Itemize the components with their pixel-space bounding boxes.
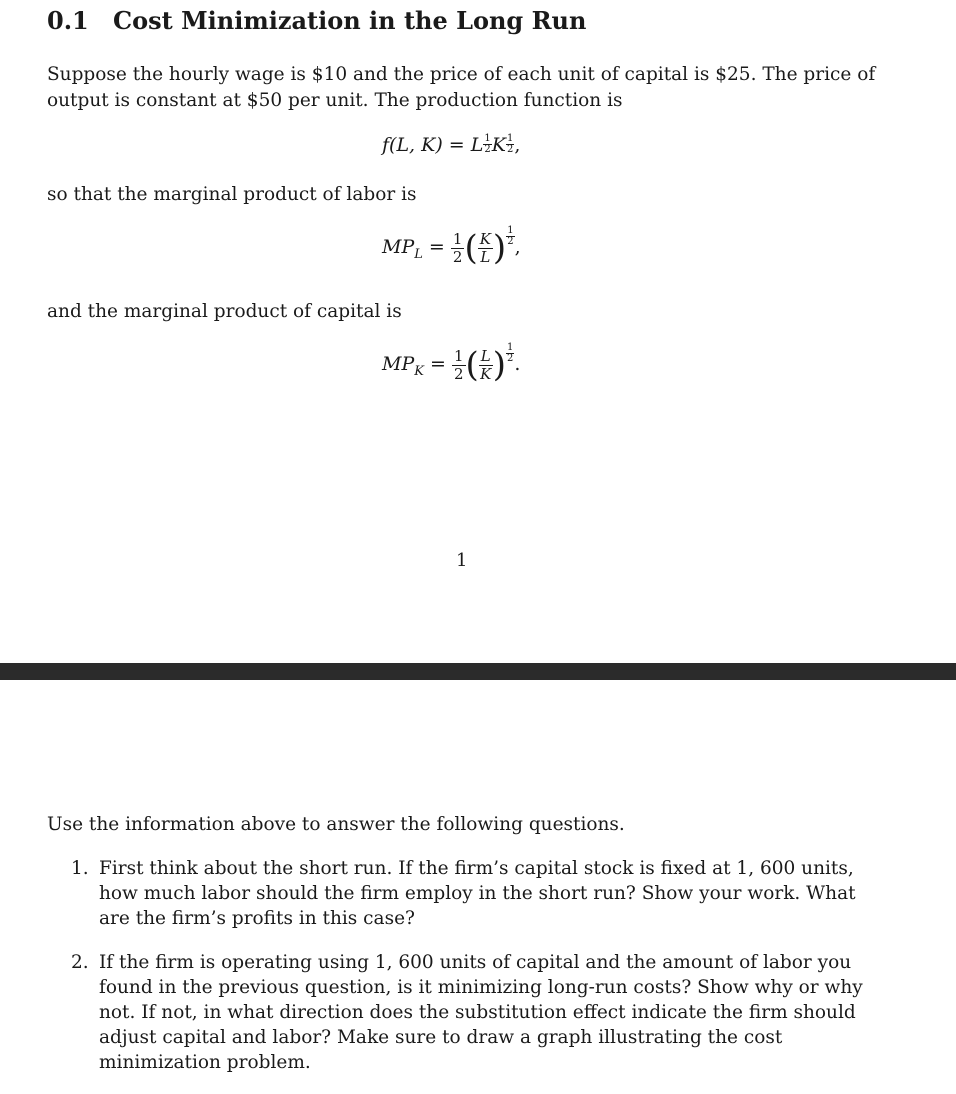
question-item [47,950,887,1075]
eq-mpk-ratio-num: L [480,346,491,365]
page-number: 1 [456,550,468,571]
eq-production-base-k: K [491,134,506,156]
eq-mpk-exp-num: 1 [507,342,514,353]
question-text: If the firm is operating using 1, 600 units of capital and the amount of labor you found in the previous question, is it minimizing long-run costs? Show why or why not. If not, in what direction does the substitution effect indicate the firm should adjust capital and labor? Make sure to draw a graph illustrating the cost minimization problem. [99,952,863,1073]
page-divider [0,663,956,680]
text-marginal-product-capital: and the marginal product of capital is [47,301,402,322]
eq-mpl-sub: L [414,246,423,262]
eq-mpk-coef-num: 1 [453,346,464,365]
eq-production-exp-k-den: 2 [506,144,514,155]
question-list [47,856,887,1094]
eq-mpl-trail: , [514,236,521,258]
eq-production-exp-l-num: 1 [484,133,491,144]
eq-production-base-l: L [470,134,484,156]
eq-mpl-ratio-den: L [480,247,491,266]
eq-production-trail: , [514,134,521,156]
eq-mpk-coef-den: 2 [453,364,464,383]
section-number: 0.1 [47,6,89,35]
section-title: Cost Minimization in the Long Run [113,6,587,35]
eq-production-exp-k-num: 1 [506,133,514,144]
eq-mpl-exp-den: 2 [507,236,514,247]
text-marginal-product-labor: so that the marginal product of labor is [47,184,417,205]
eq-mpl-lhs: MP [382,236,415,258]
eq-mpl-eq: = [422,236,451,258]
eq-production-exp-l-den: 2 [484,144,491,155]
section-heading [47,6,586,35]
instructions-text: Use the information above to answer the following questions. [47,814,625,835]
eq-mpl-coef-den: 2 [452,247,463,266]
production-function-equation [382,134,520,156]
eq-mpk-exp-den: 2 [507,353,514,364]
eq-mpk-ratio-den: K [480,364,492,383]
question-text: First think about the short run. If the firm’s capital stock is fixed at 1, 600 units, how much labor should the firm employ in the short run? Show your work. What are the firm’s profits in this case? [99,858,856,929]
eq-mpl-coef-num: 1 [452,229,463,248]
eq-mpk-lhs: MP [382,353,415,375]
mpk-equation: $MP_K$ = $\frac{1}{2}$ ( $\frac{L}{K}$ ) $\frac{1}{2}$. [382,342,521,385]
eq-mpl-ratio-num: K [479,229,491,248]
mpl-equation: $MP_L$ = $\frac{1}{2}$ ( $\frac{K}{L}$ ) $\frac{1}{2}$, [382,225,521,268]
question-marker: 2. [71,952,89,973]
eq-mpl-exp-num: 1 [507,225,514,236]
question-item [47,856,887,931]
intro-paragraph [47,62,875,114]
eq-mpk-trail: . [514,353,521,375]
intro-line-2: output is constant at $50 per unit. The production function is [47,90,623,111]
eq-production-lhs: f(L, K) = [382,134,471,156]
eq-mpk-sub: K [414,363,424,379]
eq-mpk-eq: = [423,353,452,375]
intro-line-1: Suppose the hourly wage is $10 and the price of each unit of capital is $25. The price of [47,64,876,85]
question-marker: 1. [71,858,89,879]
